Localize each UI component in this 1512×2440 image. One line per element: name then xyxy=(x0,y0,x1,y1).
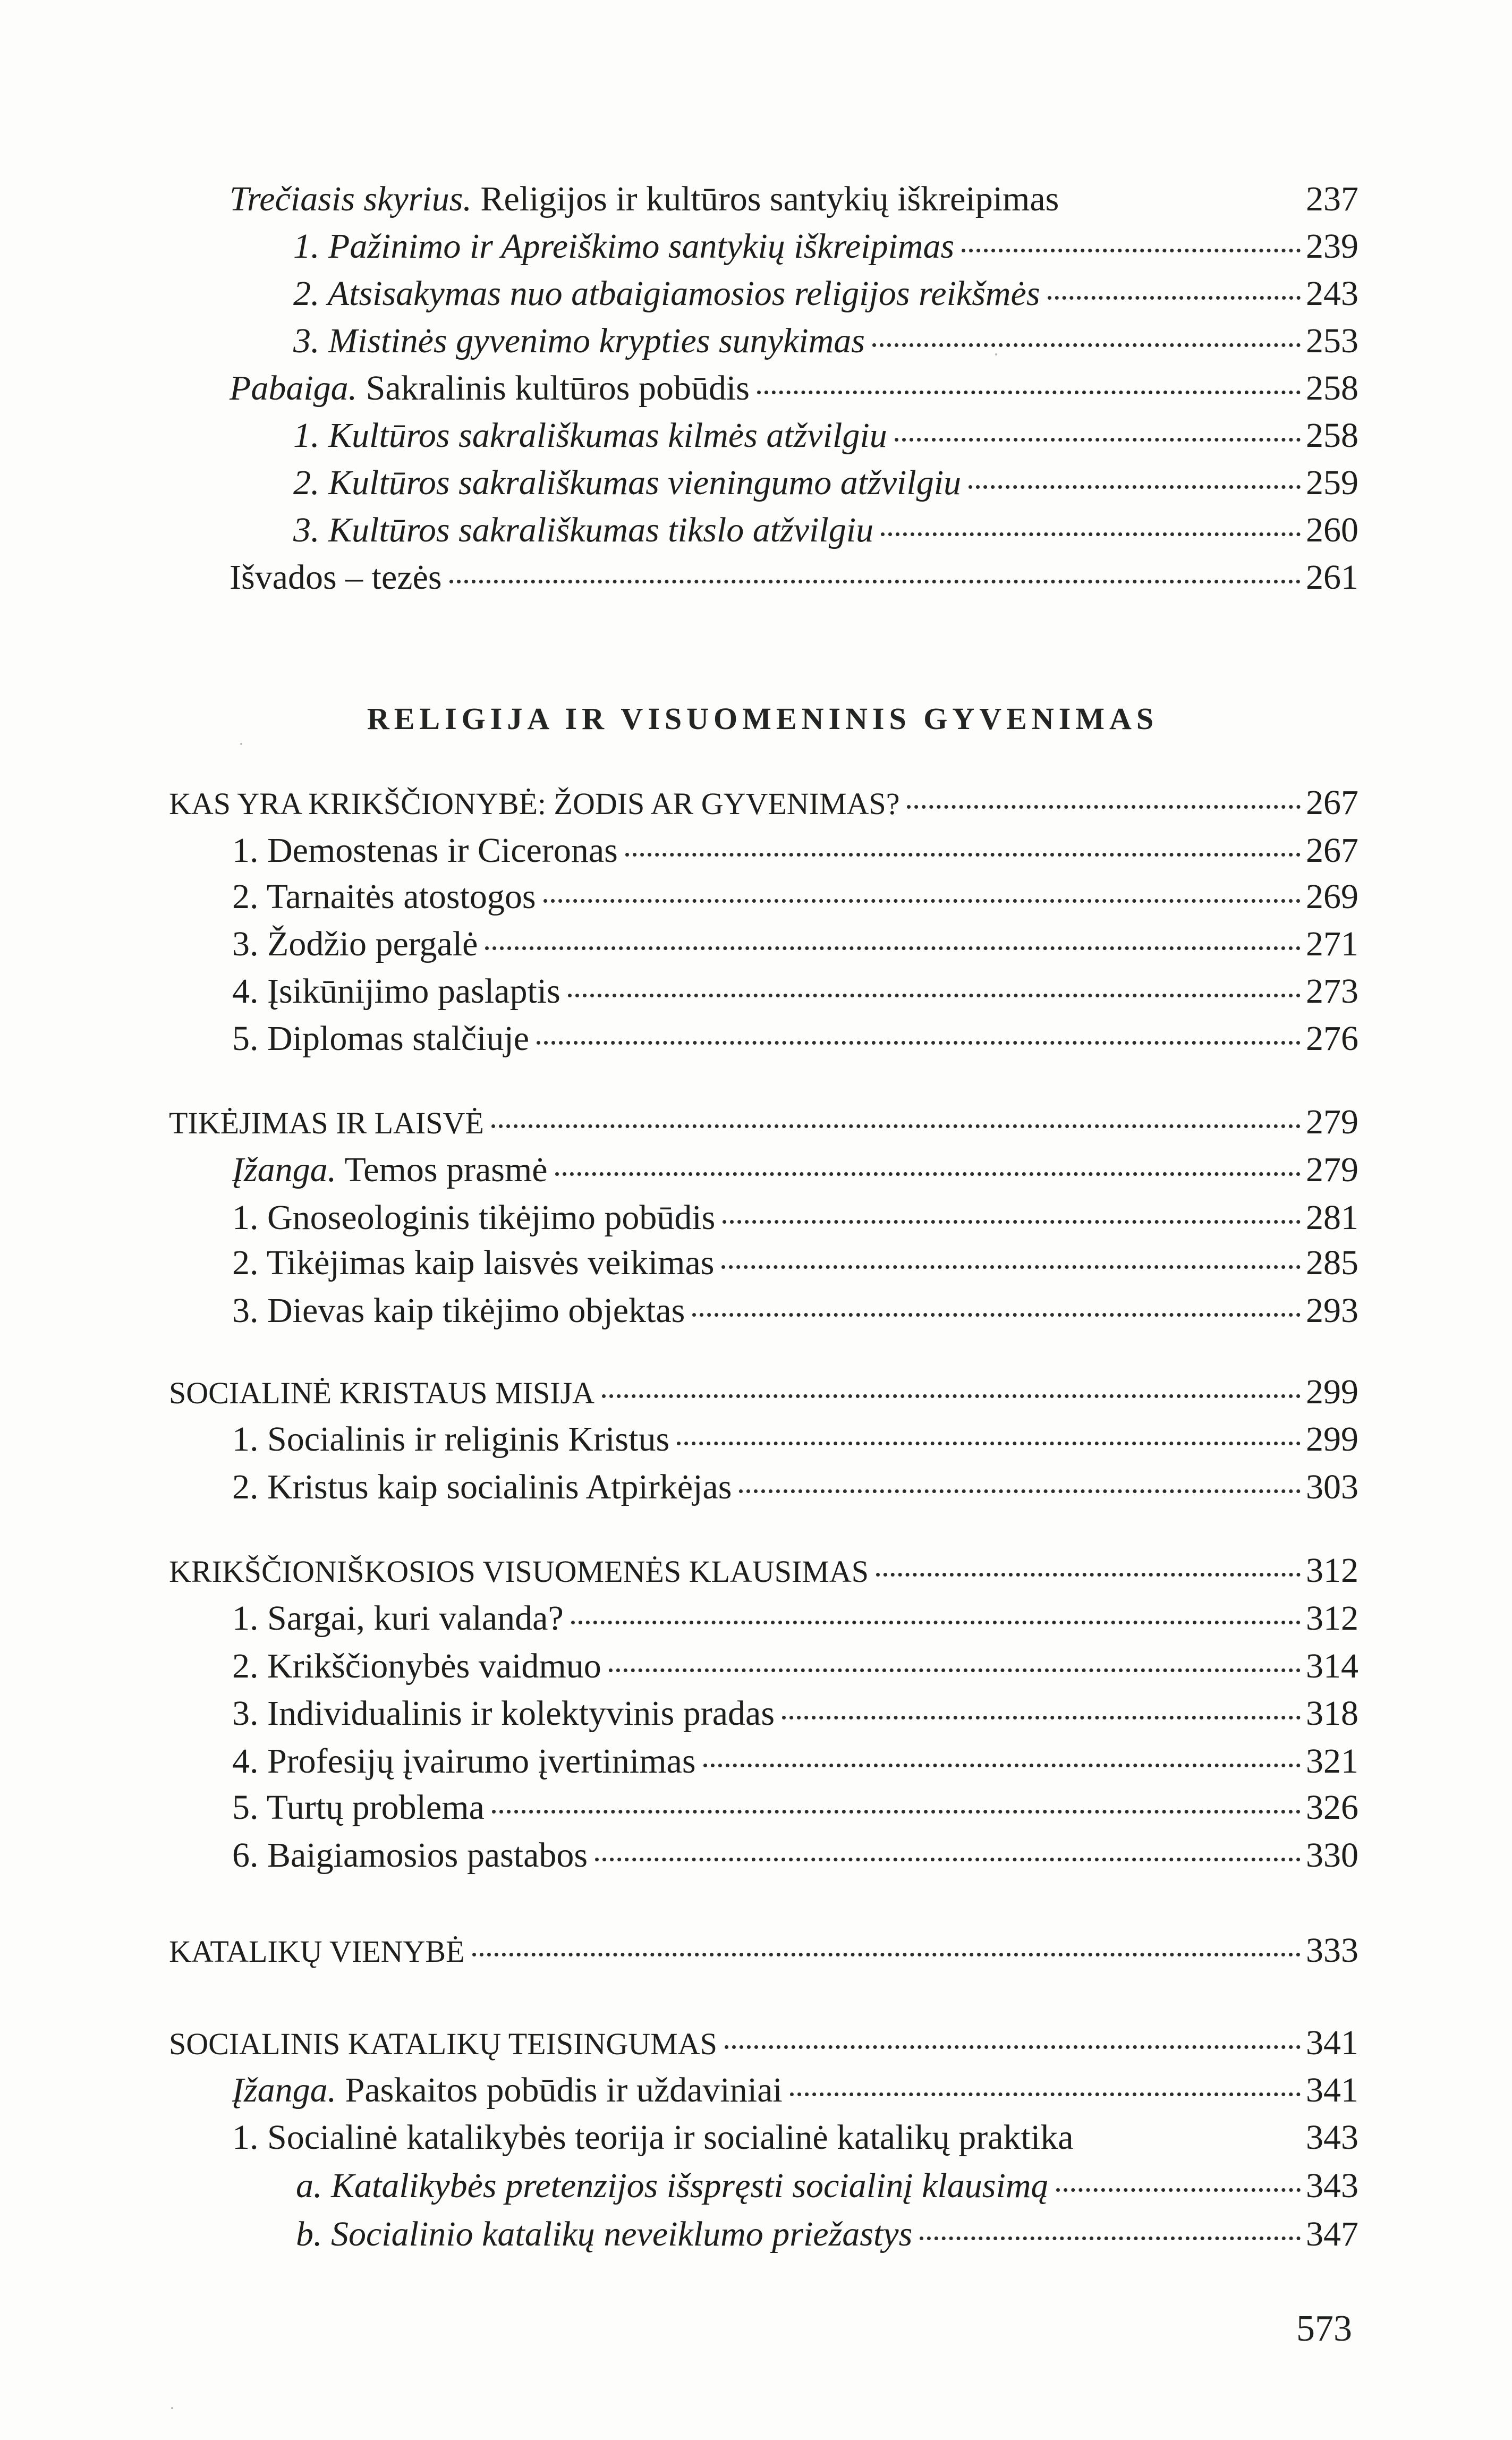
toc-entry[interactable] xyxy=(293,506,1358,554)
section-title-label: TIKĖJIMAS IR LAISVĖ xyxy=(169,1106,484,1140)
section-title-label: SOCIALINIS KATALIKŲ TEISINGUMAS xyxy=(169,2027,717,2061)
toc-entry-label: a. Katalikybės pretenzijos išspręsti socialinį klausimą xyxy=(296,2166,1049,2205)
toc-entry[interactable] xyxy=(293,317,1358,365)
dot-leader xyxy=(609,1668,1301,1672)
toc-entry[interactable] xyxy=(232,827,1358,875)
toc-entry-label: Išvados – tezės xyxy=(230,558,442,597)
toc-entry[interactable] xyxy=(232,1416,1358,1463)
toc-entry[interactable] xyxy=(232,1595,1358,1642)
toc-page-number: 260 xyxy=(1306,511,1358,549)
section-title-label: KATALIKŲ VIENYBĖ xyxy=(169,1934,465,1969)
toc-page-number: 314 xyxy=(1306,1647,1358,1685)
page-number: 573 xyxy=(1296,2308,1352,2349)
toc-entry-label: 5. Diplomas stalčiuje xyxy=(232,1019,530,1058)
toc-page-number: 299 xyxy=(1306,1420,1358,1459)
toc-entry-label xyxy=(230,175,1059,223)
scan-speck xyxy=(171,2407,173,2409)
toc-page-number: 258 xyxy=(1306,369,1358,408)
toc-entry[interactable] xyxy=(232,1784,1358,1832)
toc-page-number: 269 xyxy=(1306,877,1358,916)
dot-leader xyxy=(491,1124,1301,1128)
dot-leader xyxy=(1056,2188,1301,2192)
toc-page-number: 273 xyxy=(1306,972,1358,1011)
scan-speck xyxy=(995,353,997,355)
toc-entry[interactable] xyxy=(232,1146,1358,1194)
toc-entry-label xyxy=(232,2066,783,2114)
toc-entry-label xyxy=(230,365,750,412)
toc-page-number: 271 xyxy=(1306,925,1358,963)
toc-entry[interactable] xyxy=(293,223,1358,270)
dot-leader xyxy=(895,438,1301,442)
toc-entry-label: 4. Profesijų įvairumo įvertinimas xyxy=(232,1742,696,1781)
toc-page-number: 333 xyxy=(1306,1931,1358,1970)
dot-leader xyxy=(920,2236,1301,2240)
toc-entry-label: 3. Individualinis ir kolektyvinis pradas xyxy=(232,1694,775,1733)
entry-prefix: Įžanga. xyxy=(232,1150,337,1189)
toc-entry[interactable] xyxy=(232,873,1358,921)
toc-page-number: 312 xyxy=(1306,1599,1358,1638)
toc-page-number: 293 xyxy=(1306,1291,1358,1330)
entry-text: Sakralinis kultūros pobūdis xyxy=(357,369,750,408)
toc-entry[interactable] xyxy=(232,1738,1358,1785)
toc-entry-label: 1. Sargai, kuri valanda? xyxy=(232,1599,564,1638)
toc-section-title[interactable] xyxy=(169,1098,1358,1146)
dot-leader xyxy=(571,1621,1301,1624)
dot-leader xyxy=(703,1764,1301,1767)
dot-leader xyxy=(757,391,1301,394)
toc-page-number: 261 xyxy=(1306,558,1358,597)
toc-page-number: 276 xyxy=(1306,1019,1358,1058)
dot-leader xyxy=(555,1172,1301,1176)
toc-section-title[interactable] xyxy=(169,1547,1358,1595)
toc-entry-label: 1. Demostenas ir Ciceronas xyxy=(232,831,618,870)
toc-page-number: 239 xyxy=(1306,227,1358,266)
dot-leader xyxy=(1048,296,1301,300)
toc-page-number: 267 xyxy=(1306,831,1358,870)
toc-section-title[interactable] xyxy=(169,1368,1358,1416)
dot-leader xyxy=(472,1953,1301,1956)
toc-entry-label: 5. Turtų problema xyxy=(232,1788,485,1827)
toc-page-number: 343 xyxy=(1306,2166,1358,2205)
dot-leader xyxy=(962,249,1301,252)
toc-entry-label: 4. Įsikūnijimo paslaptis xyxy=(232,972,560,1011)
toc-entry[interactable] xyxy=(232,1015,1358,1063)
toc-entry[interactable] xyxy=(232,968,1358,1015)
toc-entry-chapter[interactable] xyxy=(230,175,1358,223)
toc-entry-label: 2. Atsisakymas nuo atbaigiamosios religijos reikšmės xyxy=(293,274,1040,313)
toc-entry-label: 2. Tarnaitės atostogos xyxy=(232,877,536,916)
dot-leader xyxy=(872,343,1301,347)
toc-entry[interactable] xyxy=(232,1463,1358,1511)
dot-leader xyxy=(692,1313,1301,1317)
toc-entry[interactable] xyxy=(293,412,1358,460)
toc-entry[interactable] xyxy=(232,2114,1358,2162)
dot-leader xyxy=(595,1858,1301,1861)
dot-leader xyxy=(876,1573,1301,1577)
toc-entry-label: 1. Socialinis ir religinis Kristus xyxy=(232,1420,670,1459)
dot-leader xyxy=(492,1810,1301,1814)
toc-page-number: 330 xyxy=(1306,1836,1358,1875)
dot-leader xyxy=(677,1442,1301,1445)
part-heading: RELIGIJA IR VISUOMENINIS GYVENIMAS xyxy=(367,701,1159,736)
dot-leader xyxy=(485,946,1301,950)
toc-page-number: 326 xyxy=(1306,1788,1358,1827)
dot-leader xyxy=(782,1716,1301,1719)
toc-entry[interactable] xyxy=(232,1239,1358,1287)
toc-page-number: 285 xyxy=(1306,1243,1358,1282)
dot-leader xyxy=(969,485,1301,489)
toc-entry[interactable] xyxy=(232,1832,1358,1879)
toc-page-number: 318 xyxy=(1306,1694,1358,1733)
dot-leader xyxy=(625,853,1301,857)
dot-leader xyxy=(568,994,1301,997)
toc-page-number: 259 xyxy=(1306,463,1358,502)
toc-page-number: 341 xyxy=(1306,2071,1358,2109)
toc-entry[interactable] xyxy=(232,2066,1358,2114)
dot-leader xyxy=(907,805,1301,809)
section-title-label: SOCIALINĖ KRISTAUS MISIJA xyxy=(169,1376,594,1410)
dot-leader xyxy=(790,2092,1301,2096)
toc-section-title[interactable] xyxy=(169,1927,1358,1975)
toc-page-number: 253 xyxy=(1306,321,1358,360)
dot-leader xyxy=(602,1394,1301,1398)
entry-prefix: Trečiasis skyrius. xyxy=(230,180,472,218)
toc-entry[interactable] xyxy=(293,459,1358,507)
toc-entry-label: 3. Kultūros sakrališkumas tikslo atžvilgiu xyxy=(293,511,874,549)
toc-entry-label: b. Socialinio katalikų neveiklumo priežastys xyxy=(296,2215,913,2253)
toc-page-number: 281 xyxy=(1306,1198,1358,1237)
toc-entry-label xyxy=(232,1146,548,1194)
toc-entry-label: 2. Kristus kaip socialinis Atpirkėjas xyxy=(232,1468,732,1506)
toc-page-number: 347 xyxy=(1306,2215,1358,2253)
toc-entry[interactable] xyxy=(232,1194,1358,1242)
toc-page-number: 303 xyxy=(1306,1468,1358,1506)
toc-entry[interactable] xyxy=(293,270,1358,318)
toc-entry[interactable] xyxy=(232,1690,1358,1738)
toc-entry-label: 2. Kultūros sakrališkumas vieningumo atžvilgiu xyxy=(293,463,962,502)
toc-page-number: 279 xyxy=(1306,1103,1358,1141)
toc-entry-conclusions[interactable] xyxy=(230,554,1358,601)
toc-entry[interactable] xyxy=(232,1642,1358,1690)
toc-subentry[interactable] xyxy=(296,2210,1358,2258)
toc-page-number: 267 xyxy=(1306,783,1358,822)
dot-leader xyxy=(537,1041,1301,1045)
dot-leader xyxy=(739,1489,1301,1493)
toc-page-number: 258 xyxy=(1306,416,1358,455)
toc-page-number: 279 xyxy=(1306,1150,1358,1189)
toc-entry-label: 1. Gnoseologinis tikėjimo pobūdis xyxy=(232,1198,716,1237)
toc-subentry[interactable] xyxy=(296,2162,1358,2210)
toc-entry-label: 3. Dievas kaip tikėjimo objektas xyxy=(232,1291,685,1330)
entry-prefix: Pabaiga. xyxy=(230,369,358,408)
toc-entry-label: 1. Kultūros sakrališkumas kilmės atžvilgiu xyxy=(293,416,887,455)
toc-page-number: 299 xyxy=(1306,1372,1358,1411)
entry-text: Paskaitos pobūdis ir uždaviniai xyxy=(336,2071,783,2109)
entry-text: Religijos ir kultūros santykių iškreipimas xyxy=(471,180,1059,218)
toc-page-number: 341 xyxy=(1306,2023,1358,2062)
entry-text: Temos prasmė xyxy=(336,1150,548,1189)
toc-entry-label: 2. Krikščionybės vaidmuo xyxy=(232,1647,601,1685)
toc-entry-label: 3. Mistinės gyvenimo krypties sunykimas xyxy=(293,321,865,360)
toc-entry-label: 2. Tikėjimas kaip laisvės veikimas xyxy=(232,1243,715,1282)
dot-leader xyxy=(543,899,1301,903)
toc-section-title[interactable] xyxy=(169,2019,1358,2067)
toc-entry[interactable] xyxy=(232,920,1358,968)
dot-leader xyxy=(721,1265,1301,1269)
toc-page-number: 312 xyxy=(1306,1551,1358,1590)
dot-leader xyxy=(449,580,1301,583)
section-title-label: KAS YRA KRIKŠČIONYBĖ: ŽODIS AR GYVENIMAS? xyxy=(169,786,900,821)
dot-leader xyxy=(723,1220,1301,1224)
dot-leader xyxy=(881,532,1301,536)
toc-entry-chapter[interactable] xyxy=(230,365,1358,412)
toc-page-number: 321 xyxy=(1306,1742,1358,1781)
toc-entry[interactable] xyxy=(232,1287,1358,1335)
toc-entry-label: 3. Žodžio pergalė xyxy=(232,925,478,963)
entry-prefix: Įžanga. xyxy=(232,2071,337,2109)
toc-entry-label: 1. Socialinė katalikybės teorija ir socialinė katalikų praktika xyxy=(232,2118,1074,2157)
toc-entry-label: 6. Baigiamosios pastabos xyxy=(232,1836,588,1875)
toc-entry-label: 1. Pažinimo ir Apreiškimo santykių iškreipimas xyxy=(293,227,955,266)
dot-leader xyxy=(725,2045,1301,2049)
section-title-label: KRIKŠČIONIŠKOSIOS VISUOMENĖS KLAUSIMAS xyxy=(169,1554,869,1589)
toc-page-number: 243 xyxy=(1306,274,1358,313)
toc-section-title[interactable] xyxy=(169,779,1358,827)
toc-page-number: 237 xyxy=(1306,180,1358,218)
toc-page-number: 343 xyxy=(1306,2118,1358,2157)
scan-speck xyxy=(240,743,242,745)
